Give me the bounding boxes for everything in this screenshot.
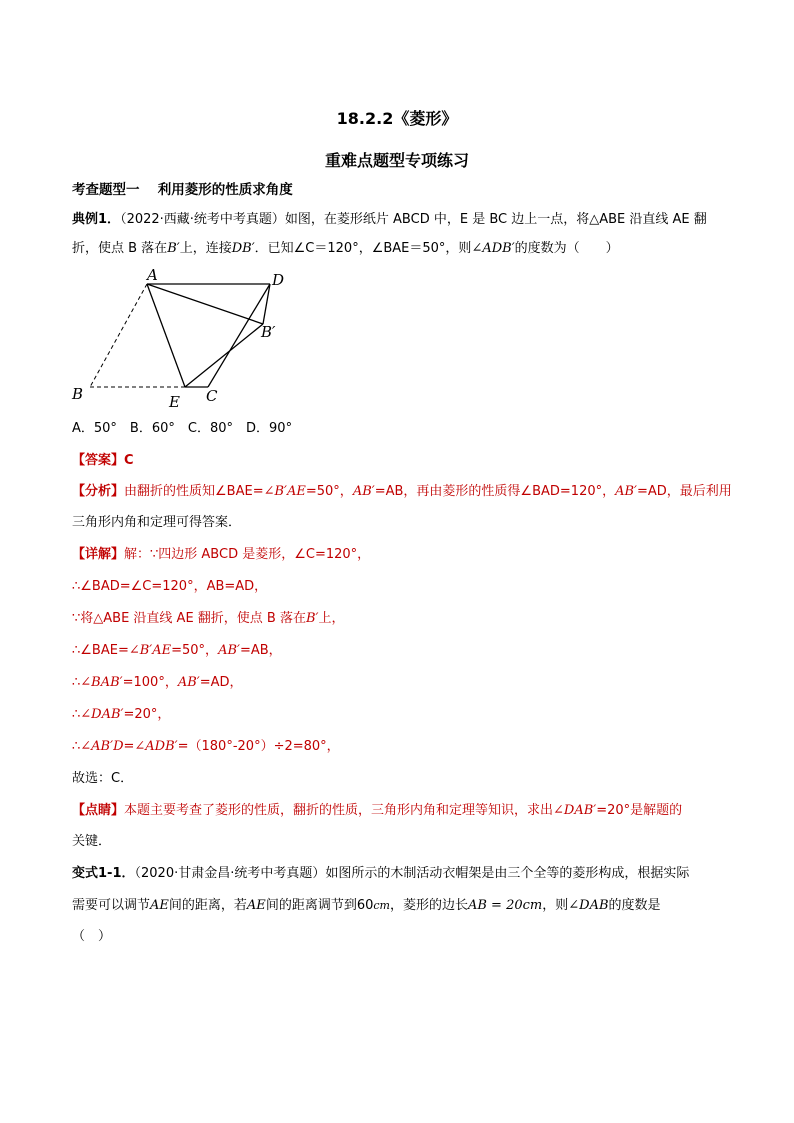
math-fragment: ∠B′AE bbox=[263, 484, 306, 499]
math-fragment: ∠B′AE bbox=[128, 643, 172, 658]
math-fragment: DB′ bbox=[231, 241, 255, 256]
text-fragment: =AD， bbox=[199, 675, 243, 690]
text-fragment: = bbox=[123, 739, 135, 754]
text-fragment: =（180°-20°）÷2=80°， bbox=[177, 739, 340, 754]
label-e: E bbox=[169, 393, 180, 411]
detail-line6 bbox=[72, 706, 170, 724]
label-d: D bbox=[272, 271, 285, 289]
analysis-line1 bbox=[72, 483, 732, 501]
detail-line7 bbox=[72, 738, 340, 756]
detail-line8: 故选：C． bbox=[72, 771, 134, 786]
math-fragment: cm bbox=[373, 899, 390, 912]
answer-value: C bbox=[124, 453, 134, 468]
math-fragment: ∠ADB′ bbox=[471, 241, 515, 256]
doc-title: 18.2.2《菱形》 bbox=[336, 109, 458, 128]
math-fragment: AE bbox=[150, 898, 169, 913]
text-fragment: =AD，最后利用 bbox=[637, 484, 732, 499]
label-b: B bbox=[72, 385, 84, 403]
text-fragment: （2020·甘肃金昌·统考中考真题）如图所示的木制活动衣帽架是由三个全等的菱形构成，根据实际 bbox=[134, 866, 690, 881]
rhombus-figure bbox=[65, 262, 305, 412]
math-fragment: ∠DAB bbox=[568, 898, 609, 913]
example-text: （2022·西藏·统考中考真题）如图，在菱形纸片 ABCD 中，E 是 BC 边上一点，将△ABE 沿直线 AE 翻 bbox=[120, 212, 707, 227]
detail-line3 bbox=[72, 610, 345, 628]
math-fragment: ∠DAB′ bbox=[80, 707, 124, 722]
example-question-line2 bbox=[72, 240, 619, 258]
doc-subtitle: 重难点题型专项练习 bbox=[324, 151, 469, 170]
answer-tag: 【答案】 bbox=[72, 453, 125, 468]
text-fragment: 间的距离调节到 bbox=[265, 898, 357, 913]
edge-ab-prime bbox=[147, 284, 263, 324]
text-fragment: 上， bbox=[318, 611, 345, 626]
math-fragment: ∠ADB′ bbox=[134, 739, 178, 754]
analysis-tag: 【分析】 bbox=[72, 484, 125, 499]
text-fragment: ∴ bbox=[72, 707, 81, 722]
math-fragment: ∠BAB′ bbox=[80, 675, 123, 690]
variant-line1 bbox=[72, 865, 689, 883]
variant-line3: （ ） bbox=[72, 929, 112, 944]
section-heading: 考查题型一 利用菱形的性质求角度 bbox=[72, 182, 293, 198]
text-fragment: ∴ bbox=[72, 675, 81, 690]
text-fragment: =20°， bbox=[123, 707, 171, 722]
text-fragment: =100°， bbox=[122, 675, 178, 690]
math-fragment: AB = 20cm bbox=[467, 898, 543, 913]
comment-tag: 【点睛】 bbox=[72, 803, 125, 818]
label-c: C bbox=[206, 387, 218, 405]
math-fragment: B′ bbox=[167, 241, 180, 256]
text-fragment: 60 bbox=[356, 898, 374, 913]
variant-line2 bbox=[72, 897, 661, 915]
comment-line1 bbox=[72, 802, 682, 820]
text-fragment: =50°， bbox=[305, 484, 353, 499]
math-fragment: AB′ bbox=[615, 484, 638, 499]
example-options: A．50° B．60° C．80° D．90° bbox=[72, 421, 293, 436]
text-fragment: 间的距离，若 bbox=[168, 898, 247, 913]
detail-line1 bbox=[72, 546, 370, 564]
text-fragment: 上，连接 bbox=[179, 241, 232, 256]
answer-line bbox=[72, 452, 134, 470]
text-fragment: 的度数是 bbox=[608, 898, 661, 913]
text-fragment: =50°， bbox=[171, 643, 219, 658]
label-a: A bbox=[147, 266, 158, 284]
math-fragment: ∠DAB′ bbox=[553, 803, 597, 818]
text-fragment: 需要可以调节 bbox=[72, 898, 151, 913]
math-fragment: AB′ bbox=[218, 643, 240, 658]
text-fragment: ∴ bbox=[72, 739, 81, 754]
math-fragment: AB′ bbox=[352, 484, 375, 499]
example-label: 典例 bbox=[72, 212, 99, 227]
text-fragment: ∴∠BAE= bbox=[72, 643, 129, 658]
detail-line2: ∴∠BAD=∠C=120°，AB=AD， bbox=[72, 579, 268, 594]
detail-line4 bbox=[72, 642, 282, 660]
text-fragment: ，则 bbox=[542, 898, 569, 913]
analysis-line2: 三角形内角和定理可得答案． bbox=[72, 515, 242, 530]
detail-line5 bbox=[72, 674, 243, 692]
math-fragment: ∠AB′D bbox=[80, 739, 124, 754]
variant-number: 1-1． bbox=[98, 866, 135, 881]
label-b-prime: B′ bbox=[261, 323, 276, 341]
edge-ae bbox=[147, 284, 185, 387]
variant-label: 变式 bbox=[72, 866, 99, 881]
text-fragment: 的度数为（ ） bbox=[514, 241, 619, 256]
text-fragment: =20°是解题的 bbox=[596, 803, 683, 818]
math-fragment: AE bbox=[246, 898, 266, 913]
text-fragment: ，菱形的边长 bbox=[389, 898, 468, 913]
text-fragment: 由翻折的性质知∠BAE= bbox=[124, 484, 264, 499]
text-fragment: ．已知∠C＝120°，∠BAE＝50°，则 bbox=[254, 241, 472, 256]
text-fragment: 折，使点 B 落在 bbox=[72, 241, 168, 256]
math-fragment: B′ bbox=[305, 611, 319, 626]
example-number: 1． bbox=[98, 212, 121, 227]
example-question-line1 bbox=[72, 211, 707, 229]
math-fragment: AB′ bbox=[177, 675, 200, 690]
edge-eb-prime bbox=[185, 324, 263, 387]
text-fragment: 本题主要考查了菱形的性质，翻折的性质，三角形内角和定理等知识，求出 bbox=[124, 803, 554, 818]
text-fragment: =AB， bbox=[239, 643, 282, 658]
detail-tag: 【详解】 bbox=[72, 547, 125, 562]
dashed-edge-ab bbox=[90, 284, 147, 387]
text-fragment: ∵将△ABE 沿直线 AE 翻折，使点 B 落在 bbox=[72, 611, 306, 626]
text-fragment: 解：∵四边形 ABCD 是菱形，∠C=120°， bbox=[124, 547, 371, 562]
comment-line2: 关键． bbox=[72, 834, 112, 849]
text-fragment: =AB，再由菱形的性质得∠BAD=120°， bbox=[374, 484, 616, 499]
